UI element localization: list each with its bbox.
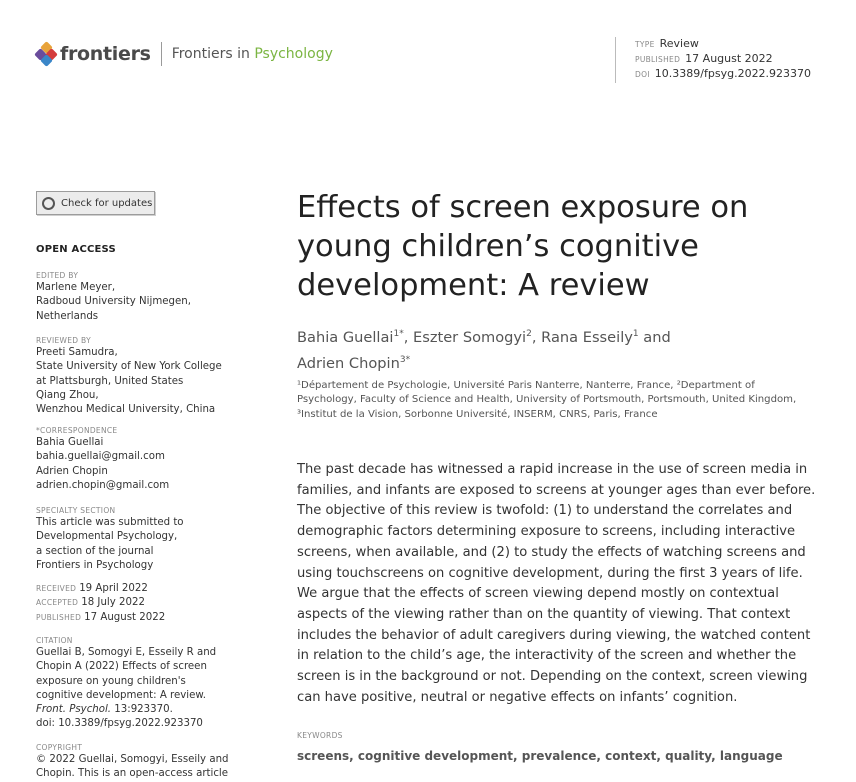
correspondent-email[interactable]: bahia.guellai@gmail.com — [36, 451, 165, 463]
citation-label: CITATION — [36, 636, 73, 645]
abstract-line: demographic factors determining exposure to screens, including interactive — [297, 524, 796, 540]
frontiers-logo[interactable] — [36, 42, 333, 66]
title-line: young children’s cognitive — [297, 229, 699, 264]
affiliation-line: ³Institut de la Vision, Sorbonne Université, INSERM, CNRS, Paris, France — [297, 408, 658, 420]
author-name[interactable]: Adrien Chopin — [297, 354, 400, 372]
reviewer-line: at Plattsburgh, United States — [36, 375, 184, 387]
title-line: development: A review — [297, 268, 650, 303]
reviewed-by-label: REVIEWED BY — [36, 336, 91, 345]
abstract-line: includes the behavior of adult caregivers during viewing, the watched content — [297, 627, 811, 643]
abstract-line: The objective of this review is twofold: (1) to understand the correlates and — [297, 503, 793, 519]
abstract-line: screen is in the background or not. Depending on the context, screen viewing — [297, 669, 808, 685]
specialty-label: SPECIALTY SECTION — [36, 506, 116, 515]
reviewer-line: Wenzhou Medical University, China — [36, 404, 216, 416]
citation-section — [36, 635, 236, 732]
editor-line: Radboud University Nijmegen, — [36, 296, 191, 308]
citation-journal: Front. Psychol. 13:923370. — [36, 704, 173, 716]
author-affiliation-mark: 2 — [526, 329, 532, 339]
abstract-line: The past decade has witnessed a rapid increase in the use of screen media in — [297, 462, 808, 477]
specialty-line: Developmental Psychology, — [36, 531, 178, 543]
keywords: screens, cognitive development, prevalence, context, quality, language — [297, 749, 783, 763]
meta-type: TYPE Review — [635, 37, 699, 50]
abstract-line: We argue that the effects of screen viewing depend mostly on contextual — [297, 586, 779, 602]
correspondence-section — [36, 425, 236, 493]
dates-section — [36, 582, 236, 625]
correspondent-name: Bahia Guellai — [36, 437, 104, 448]
specialty-line: This article was submitted to — [36, 517, 184, 528]
reviewed-by-section — [36, 335, 236, 417]
update-icon — [42, 197, 55, 210]
citation-doi[interactable]: doi: 10.3389/fpsyg.2022.923370 — [36, 718, 203, 730]
specialty-section — [36, 505, 236, 573]
logo-divider — [161, 42, 162, 66]
journal-name: Frontiers in Psychology — [171, 46, 333, 62]
edited-by-section — [36, 270, 236, 324]
copyright-line: © 2022 Guellai, Somogyi, Esseily and — [36, 754, 229, 765]
citation-line: Guellai B, Somogyi E, Esseily R and — [36, 647, 217, 658]
author-affiliation-mark: 3* — [399, 354, 411, 365]
check-for-updates-button[interactable] — [36, 191, 155, 215]
check-for-updates-label: Check for updates — [61, 197, 153, 209]
author-affiliation-mark: 1 — [632, 329, 639, 339]
affiliations — [297, 379, 796, 422]
copyright-label: COPYRIGHT — [36, 743, 83, 752]
author-name[interactable]: Rana Esseily — [541, 328, 633, 346]
open-access-label: OPEN ACCESS — [36, 244, 116, 255]
article-meta — [615, 37, 811, 83]
author-name[interactable]: Bahia Guellai — [297, 328, 394, 346]
reviewer-line: State University of New York College — [36, 361, 222, 373]
author-list: Bahia Guellai$^{1*}$, Eszter Somogyi$^2$, Rana Esseily$^1$ and Adrien Chopin$^{3*}$ — [297, 328, 671, 372]
article-title — [297, 188, 748, 305]
copyright-line: Chopin. This is an open-access article — [36, 768, 229, 780]
accepted-date: ACCEPTED 18 July 2022 — [36, 597, 145, 609]
abstract-line: using touchscreens on cognitive development, during the first 3 years of life. — [297, 565, 803, 581]
affiliation-line: Psychology, Faculty of Science and Health, University of Portsmouth, Portsmouth, United Kingdom, — [297, 394, 797, 406]
abstract-line: screens, when available, and (2) to study the effects of watching screens and — [297, 544, 806, 560]
abstract-line: families, and infants are exposed to screens at younger ages than ever before. — [297, 482, 816, 498]
correspondence-label: *CORRESPONDENCE — [36, 426, 118, 435]
citation-line: cognitive development: A review. — [36, 689, 207, 701]
received-date: RECEIVED 19 April 2022 — [36, 583, 148, 594]
abstract-line: can have positive, neutral or negative effects on infants’ cognition. — [297, 689, 738, 705]
correspondent-name: Adrien Chopin — [36, 465, 108, 477]
author-name[interactable]: Eszter Somogyi — [413, 328, 527, 346]
frontiers-logo-icon — [36, 43, 56, 65]
correspondent-email[interactable]: adrien.chopin@gmail.com — [36, 479, 170, 491]
edited-by-label: EDITED BY — [36, 271, 79, 280]
copyright-section — [36, 742, 236, 782]
citation-line: Chopin A (2022) Effects of screen — [36, 661, 207, 673]
abstract-line: in relation to the child’s age, the interactivity of the screen and whether the — [297, 648, 797, 664]
reviewer-line: Qiang Zhou, — [36, 389, 99, 401]
author-affiliation-mark: 1* — [393, 329, 404, 339]
logo-wordmark: frontiers — [60, 43, 151, 65]
title-line: Effects of screen exposure on — [297, 190, 749, 225]
keywords-label: KEYWORDS — [297, 731, 343, 740]
meta-published: PUBLISHED 17 August 2022 — [635, 52, 773, 65]
specialty-line: Frontiers in Psychology — [36, 559, 154, 571]
published-date: PUBLISHED 17 August 2022 — [36, 611, 166, 623]
editor-line: Marlene Meyer, — [36, 282, 116, 293]
abstract — [297, 460, 815, 708]
abstract-line: aspects of the viewing rather than on the quantity of viewing. That context — [297, 606, 791, 622]
specialty-line: a section of the journal — [36, 545, 154, 557]
affiliation-line: ¹Département de Psychologie, Université Paris Nanterre, Nanterre, France, ²Department of — [297, 380, 755, 391]
editor-line: Netherlands — [36, 310, 99, 322]
citation-line: exposure on young children's — [36, 675, 186, 687]
meta-doi[interactable]: DOI 10.3389/fpsyg.2022.923370 — [635, 67, 812, 80]
reviewer-line: Preeti Samudra, — [36, 347, 118, 358]
